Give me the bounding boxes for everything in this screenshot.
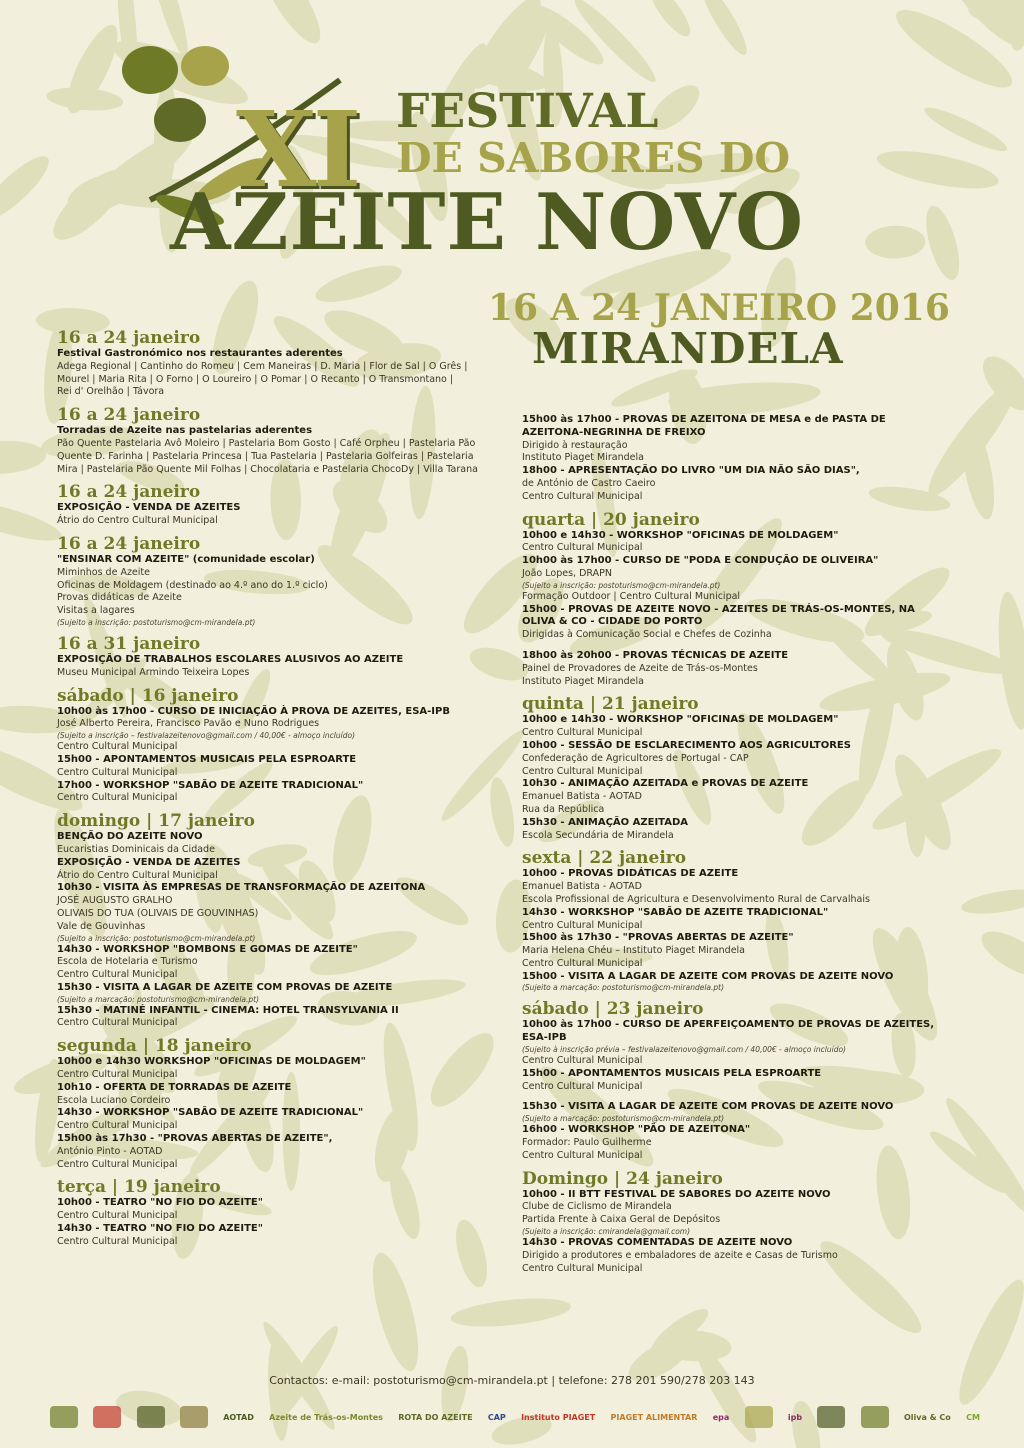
event-title: 10h00 e 14h30 - WORKSHOP "OFICINAS DE MOLDAGEM": [522, 529, 839, 541]
sponsor-logos: [50, 1394, 980, 1440]
title-festival: FESTIVAL: [396, 84, 659, 139]
event-detail: Centro Cultural Municipal: [522, 765, 643, 777]
event-title: 15h00 às 17h00 - PROVAS DE AZEITONA DE MESA e de PASTA DE: [522, 414, 886, 425]
event-detail: Maria Helena Chéu – Instituto Piaget Mirandela: [522, 945, 746, 957]
section-date-title: 16 a 24 janeiro: [57, 405, 201, 426]
event-title: 10h00 às 17h00 - CURSO DE INICIAÇÃO À PROVA DE AZEITES, ESA-IPB: [57, 705, 450, 717]
sponsor-logo: ipb: [787, 1412, 803, 1422]
event-title: 16h00 - WORKSHOP "PÃO DE AZEITONA": [522, 1124, 751, 1136]
event-detail: Centro Cultural Municipal: [522, 727, 643, 739]
event-detail: Centro Cultural Municipal: [57, 969, 178, 981]
event-detail: Centro Cultural Municipal: [57, 1235, 178, 1247]
event-title: 10h30 - ANIMAÇÃO AZEITADA e PROVAS DE AZEITE: [522, 778, 809, 790]
section-date-title: sábado | 23 janeiro: [522, 999, 704, 1020]
event-detail: José Alberto Pereira, Francisco Pavão e Nuno Rodrigues: [57, 718, 320, 730]
event-detail: Miminhos de Azeite: [57, 566, 150, 578]
spacer: [522, 1093, 982, 1101]
section-date-title: 16 a 24 janeiro: [57, 328, 201, 348]
event-title: 14h30 - WORKSHOP "SABÃO DE AZEITE TRADICIONAL": [522, 906, 829, 918]
event-detail: Centro Cultural Municipal: [57, 1158, 178, 1170]
sponsor-logo: Instituto PIAGET: [521, 1412, 596, 1422]
event-detail: Dirigido a produtores e embaladores de azeite e Casas de Turismo: [522, 1249, 838, 1261]
event-title: 14h30 - WORKSHOP "SABÃO DE AZEITE TRADICIONAL": [57, 1107, 364, 1119]
event-detail: Quente D. Farinha | Pastelaria Princesa | Tua Pastelaria | Pastelaria Golfeiras | Pastelaria: [57, 450, 474, 462]
sponsor-logo: [137, 1406, 165, 1428]
event-detail: Centro Cultural Municipal: [57, 766, 178, 778]
event-title: 15h30 - VISITA A LAGAR DE AZEITE COM PROVAS DE AZEITE: [57, 981, 393, 993]
sponsor-logo: Oliva & Co: [903, 1412, 951, 1422]
event-title: 18h00 às 20h00 - PROVAS TÉCNICAS DE AZEITE: [522, 649, 789, 661]
event-detail: Centro Cultural Municipal: [522, 919, 643, 931]
event-title: 10h00 às 17h00 - CURSO DE "PODA E CONDUÇÃO DE OLIVEIRA": [522, 555, 879, 567]
section-date-title: domingo | 17 janeiro: [57, 811, 255, 832]
section-date-title: 16 a 24 janeiro: [57, 533, 201, 554]
edition-number: XI: [236, 88, 358, 211]
event-title: 15h00 - PROVAS DE AZEITE NOVO - AZEITES DE TRÁS-OS-MONTES, NA: [522, 603, 915, 615]
event-title: 10h00 - II BTT FESTIVAL DE SABORES DO AZEITE NOVO: [522, 1188, 831, 1200]
event-detail: Museu Municipal Armindo Teixeira Lopes: [57, 666, 250, 678]
sponsor-logo: CAP: [487, 1412, 506, 1422]
sponsor-logo: [817, 1406, 845, 1428]
event-note: (Sujeito à inscrição prévia – festivalazeitenovo@gmail.com / 40,00€ - almoço incluído): [522, 1045, 846, 1055]
event-title: 10h00 - SESSÃO DE ESCLARECIMENTO AOS AGRICULTORES: [522, 739, 851, 751]
event-title: EXPOSIÇÃO - VENDA DE AZEITES: [57, 502, 241, 514]
leaf-shape: [949, 1273, 1024, 1411]
event-detail: João Lopes, DRAPN: [522, 567, 612, 579]
event-detail: Dirigido à restauração: [522, 439, 628, 451]
event-detail: Escola Secundária de Mirandela: [522, 829, 674, 841]
event-detail: Centro Cultural Municipal: [522, 1080, 643, 1092]
event-note: (Sujeito a marcação: postoturismo@cm-mirandela.pt): [522, 983, 725, 993]
leaf-shape: [0, 494, 65, 549]
leaf-shape: [0, 439, 47, 476]
event-title: 10h10 - OFERTA DE TORRADAS DE AZEITE: [57, 1081, 292, 1093]
event-title: 10h00 e 14h30 WORKSHOP "OFICINAS DE MOLDAGEM": [57, 1056, 366, 1068]
event-detail: Emanuel Batista - AOTAD: [522, 791, 642, 803]
event-title: Festival Gastronómico nos restaurantes aderentes: [57, 348, 343, 359]
event-title: AZEITONA-NEGRINHA DE FREIXO: [522, 426, 706, 438]
event-title: 15h30 - ANIMAÇÃO AZEITADA: [522, 816, 689, 828]
event-detail: Escola Profissional de Agricultura e Desenvolvimento Rural de Carvalhais: [522, 893, 870, 905]
section-date-title: Domingo | 24 janeiro: [522, 1168, 723, 1189]
event-title: 15h00 às 17h30 - "PROVAS ABERTAS DE AZEITE",: [57, 1133, 333, 1145]
event-detail: Centro Cultural Municipal: [57, 741, 178, 753]
event-detail: Emanuel Batista - AOTAD: [522, 881, 642, 893]
event-detail: Provas didáticas de Azeite: [57, 592, 182, 604]
event-detail: Adega Regional | Cantinho do Romeu | Cem Maneiras | D. Maria | Flor de Sal | O Grês |: [57, 360, 468, 372]
sponsor-logo: ROTA DO AZEITE: [398, 1412, 473, 1422]
section-date-title: quinta | 21 janeiro: [522, 694, 699, 715]
event-note: (Sujeito a inscrição: postoturismo@cm-mirandela.pt): [57, 933, 256, 943]
event-detail: de António de Castro Caeiro: [522, 477, 656, 489]
program-column-right: [522, 414, 982, 1275]
festival-city: MIRANDELA: [532, 324, 844, 373]
event-detail: Formador: Paulo Guilherme: [522, 1137, 652, 1149]
sponsor-logo: [50, 1406, 78, 1428]
section-date-title: 16 a 24 janeiro: [57, 482, 201, 503]
event-detail: Átrio do Centro Cultural Municipal: [57, 515, 218, 527]
event-title: EXPOSIÇÃO - VENDA DE AZEITES: [57, 856, 241, 868]
spacer: [522, 642, 982, 650]
event-title: 18h00 - APRESENTAÇÃO DO LIVRO "UM DIA NÃO SÃO DIAS",: [522, 465, 860, 477]
event-title: 10h30 - VISITA ÀS EMPRESAS DE TRANSFORMAÇÃO DE AZEITONA: [57, 882, 426, 894]
title-azeite-novo: AZEITE NOVO: [170, 177, 805, 268]
sponsor-logo: PIAGET ALIMENTAR: [610, 1412, 698, 1422]
sponsor-logo: [180, 1406, 208, 1428]
leaf-shape: [975, 923, 1024, 986]
event-note: (Sujeito a inscrição: postoturismo@cm-mirandela.pt): [522, 580, 721, 590]
event-title: 10h00 e 14h30 - WORKSHOP "OFICINAS DE MOLDAGEM": [522, 714, 839, 726]
event-detail: Vale de Gouvinhas: [57, 920, 146, 932]
event-note: (Sujeito a inscrição: cmirandela@gmail.com): [522, 1227, 691, 1237]
event-detail: Escola de Hotelaria e Turismo: [57, 956, 198, 968]
event-title: BENÇÃO DO AZEITE NOVO: [57, 831, 203, 843]
section-date-title: segunda | 18 janeiro: [57, 1036, 252, 1057]
event-detail: Centro Cultural Municipal: [57, 1120, 178, 1132]
event-detail: Centro Cultural Municipal: [57, 1017, 178, 1029]
event-detail: Centro Cultural Municipal: [57, 1210, 178, 1222]
event-detail: Instituto Piaget Mirandela: [522, 452, 644, 464]
event-detail: Centro Cultural Municipal: [522, 490, 643, 502]
festival-dates: 16 A 24 JANEIRO 2016: [488, 287, 950, 329]
event-title: "ENSINAR COM AZEITE" (comunidade escolar): [57, 553, 315, 565]
event-note: (Sujeito a marcação: postoturismo@cm-mirandela.pt): [522, 1114, 725, 1124]
event-detail: Formação Outdoor | Centro Cultural Municipal: [522, 590, 741, 602]
sponsor-logo: Azeite de Trás-os-Montes: [269, 1412, 383, 1422]
event-detail: Clube de Ciclismo de Mirandela: [522, 1201, 672, 1213]
event-detail: Rei d' Orelhão | Távora: [57, 386, 165, 398]
event-title: Torradas de Azeite nas pastelarias aderentes: [57, 425, 313, 437]
event-title: 15h30 - MATINÉ INFANTIL - CINEMA: HOTEL TRANSYLVANIA II: [57, 1004, 399, 1016]
event-title: 15h00 - APONTAMENTOS MUSICAIS PELA ESPROARTE: [57, 753, 357, 765]
sponsor-logo: [745, 1406, 773, 1428]
event-note: (Sujeito a inscrição: postoturismo@cm-mirandela.pt): [57, 617, 256, 627]
event-detail: Eucaristias Dominicais da Cidade: [57, 843, 215, 855]
event-title: 14h30 - PROVAS COMENTADAS DE AZEITE NOVO: [522, 1237, 793, 1249]
title-sabores: DE SABORES DO: [396, 134, 791, 182]
event-detail: Mourel | Maria Rita | O Forno | O Loureiro | O Pomar | O Recanto | O Transmontano |: [57, 373, 454, 385]
contact-line: Contactos: e-mail: postoturismo@cm-mirandela.pt | telefone: 278 201 590/278 203 143: [269, 1374, 755, 1387]
event-title: EXPOSIÇÃO DE TRABALHOS ESCOLARES ALUSIVOS AO AZEITE: [57, 653, 404, 665]
event-title: 15h00 - APONTAMENTOS MUSICAIS PELA ESPROARTE: [522, 1067, 822, 1079]
event-title: 10h00 - PROVAS DIDÁTICAS DE AZEITE: [522, 868, 739, 880]
event-detail: Dirigidas à Comunicação Social e Chefes de Cozinha: [522, 629, 772, 641]
event-detail: Centro Cultural Municipal: [522, 1149, 643, 1161]
event-detail: Escola Luciano Cordeiro: [57, 1094, 171, 1106]
event-detail: Centro Cultural Municipal: [57, 792, 178, 804]
sponsor-logo: epa: [712, 1412, 730, 1422]
event-detail: Átrio do Centro Cultural Municipal: [57, 869, 218, 881]
event-title: ESA-IPB: [522, 1032, 567, 1044]
sponsor-logo: [93, 1406, 121, 1428]
event-title: 10h00 - TEATRO "NO FIO DO AZEITE": [57, 1197, 263, 1209]
event-note: (Sujeito a marcação: postoturismo@cm-mirandela.pt): [57, 994, 260, 1004]
section-date-title: 16 a 31 janeiro: [57, 633, 201, 654]
event-detail: Centro Cultural Municipal: [522, 1055, 643, 1067]
leaf-shape: [449, 1294, 572, 1332]
event-title: 15h00 às 17h30 - "PROVAS ABERTAS DE AZEITE": [522, 932, 794, 944]
event-detail: Oficinas de Moldagem (destinado ao 4.º ano do 1.º ciclo): [57, 579, 328, 591]
event-detail: Painel de Provadores de Azeite de Trás-os-Montes: [522, 662, 758, 674]
event-detail: OLIVAIS DO TUA (OLIVAIS DE GOUVINHAS): [57, 907, 259, 919]
section-date-title: terça | 19 janeiro: [57, 1177, 221, 1198]
sponsor-logo: [861, 1406, 889, 1428]
sponsor-logo: AOTAD: [223, 1412, 254, 1422]
section-date-title: quarta | 20 janeiro: [522, 509, 700, 530]
sponsor-logo: CM: [966, 1412, 980, 1422]
event-detail: António Pinto - AOTAD: [57, 1145, 163, 1157]
program-column-left: [57, 322, 497, 1249]
event-title: 14h30 - WORKSHOP "BOMBONS E GOMAS DE AZEITE": [57, 943, 358, 955]
event-title: 14h30 - TEATRO "NO FIO DO AZEITE": [57, 1223, 263, 1235]
event-detail: Partida Frente à Caixa Geral de Depósitos: [522, 1214, 721, 1226]
event-detail: Centro Cultural Municipal: [522, 1262, 643, 1274]
event-title: 10h00 às 17h00 - CURSO DE APERFEIÇOAMENTO DE PROVAS DE AZEITES,: [522, 1019, 935, 1031]
event-detail: Centro Cultural Municipal: [522, 957, 643, 969]
section-date-title: sábado | 16 janeiro: [57, 685, 239, 706]
event-detail: Confederação de Agricultores de Portugal - CAP: [522, 752, 749, 764]
event-detail: Instituto Piaget Mirandela: [522, 675, 644, 687]
event-title: 15h00 - VISITA A LAGAR DE AZEITE COM PROVAS DE AZEITE NOVO: [522, 970, 894, 982]
event-detail: JOSÉ AUGUSTO GRALHO: [57, 895, 173, 907]
event-detail: Mira | Pastelaria Pão Quente Mil Folhas | Chocolataria e Pastelaria ChocoDy | Villa Tarana: [57, 463, 478, 475]
event-detail: Pão Quente Pastelaria Avô Moleiro | Pastelaria Bom Gosto | Café Orpheu | Pastelaria Pão: [57, 437, 476, 449]
event-note: (Sujeito a inscrição – festivalazeitenovo@gmail.com / 40,00€ - almoço incluído): [57, 731, 356, 741]
event-detail: Visitas a lagares: [57, 605, 135, 617]
event-detail: Centro Cultural Municipal: [57, 1069, 178, 1081]
event-title: OLIVA & CO - CIDADE DO PORTO: [522, 616, 703, 628]
leaf-shape: [364, 1249, 428, 1376]
section-date-title: sexta | 22 janeiro: [522, 848, 687, 869]
event-title: 15h30 - VISITA A LAGAR DE AZEITE COM PROVAS DE AZEITE NOVO: [522, 1101, 894, 1113]
event-detail: Centro Cultural Municipal: [522, 542, 643, 554]
event-detail: Rua da República: [522, 803, 605, 815]
event-title: 17h00 - WORKSHOP "SABÃO DE AZEITE TRADICIONAL": [57, 779, 364, 791]
